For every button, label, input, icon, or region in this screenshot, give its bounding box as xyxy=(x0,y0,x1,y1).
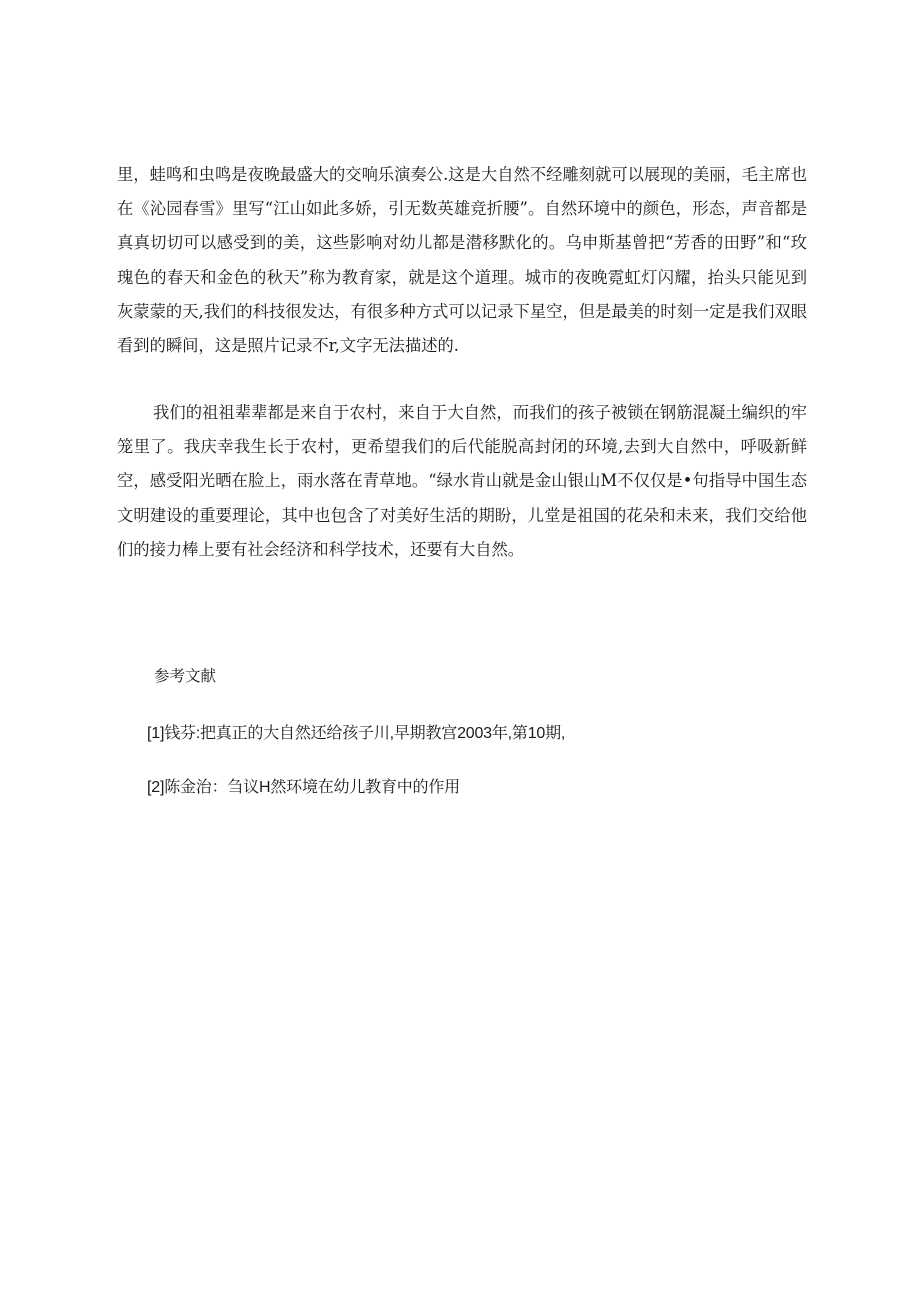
body-paragraph-2: 我们的祖祖辈辈都是来自于农村，来自于大自然，而我们的孩子被锁在钢筋混凝土编织的牢笼里了。我庆幸我生长于农村，更希望我们的后代能脱高封闭的环境,去到大自然中，呼吸新鲜空，感受阳光晒在脸上，雨水落在青草地。“绿水肯山就是金山银山M不仅仅是•句指导中国生态文明建设的重要理论，其中也包含了对美好生活的期盼，儿堂是祖国的花朵和未来，我们交给他们的接力棒上要有社会经济和科学技术，还要有大自然。 xyxy=(117,403,807,559)
reference-item-1: [1]钱芬:把真正的大自然还给孩子川,早期教宫2003年,第10期, xyxy=(147,725,566,742)
body-paragraph-1: 里，蛙鸣和虫鸣是夜晚最盛大的交响乐演奏公.这是大自然不经雕刻就可以展现的美丽，毛主席也在《沁园春雪》里写“江山如此多娇，引无数英雄竞折腰”。自然环境中的颜色，形态，声音都是真真切切可以感受到的美，这些影响对幼儿都是潜移默化的。乌申斯基曾把“芳香的田野”和“玫瑰色的春天和金色的秋天”称为教育家，就是这个道理。城市的夜晚霓虹灯闪耀，抬头只能见到灰蒙蒙的天,我们的科技很发达，有很多种方式可以记录下星空，但是最美的时刻一定是我们双眼看到的瞬间，这是照片记录不r,文字无法描述的. xyxy=(117,165,807,356)
reference-item-2: [2]陈金治：刍议H然环境在幼儿教育中的作用 xyxy=(147,779,460,796)
references-heading: 参考文献 xyxy=(154,667,217,685)
